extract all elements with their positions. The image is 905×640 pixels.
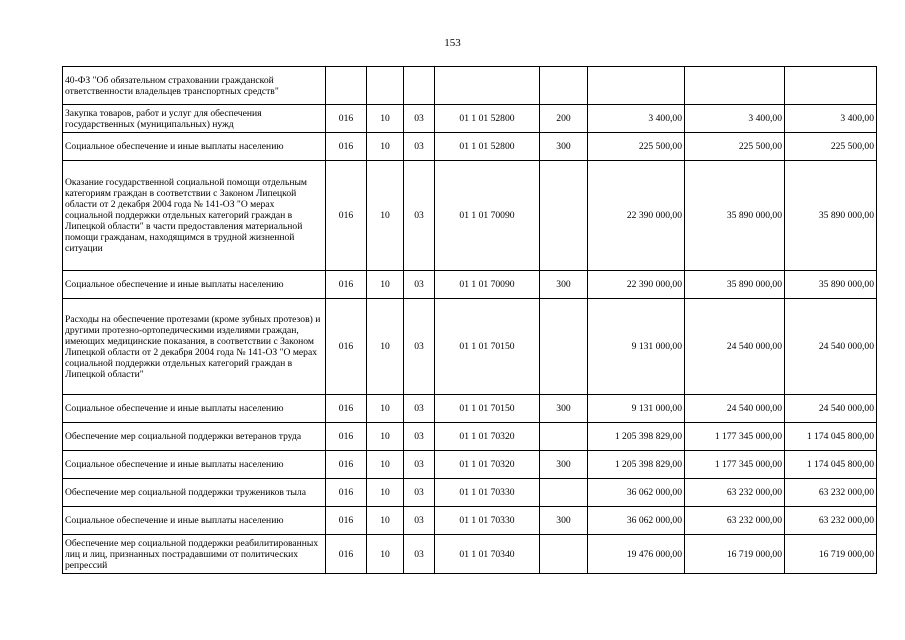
row-name-cell: 40-ФЗ "Об обязательном страховании гражданской ответственности владельцев транспортных средств" [63,67,326,105]
expense-type-cell [540,299,588,395]
amount-year3-cell: 3 400,00 [785,105,877,133]
amount-year2-cell: 63 232 000,00 [685,507,785,535]
expense-type-cell: 200 [540,105,588,133]
section-code-cell: 10 [367,451,404,479]
amount-year1-cell: 9 131 000,00 [588,395,685,423]
section-code-cell: 10 [367,299,404,395]
subsection-code-cell: 03 [404,299,435,395]
section-code-cell: 10 [367,105,404,133]
budget-table [62,66,877,574]
section-code-cell [367,67,404,105]
row-name-cell: Оказание государственной социальной помощи отдельным категориям граждан в соответствии с Законом Липецкой области от 2 декабря 2004 года № 141-ОЗ "О мерах социальной поддержки отдельных категорий граждан в Липецкой области" в части предоставления материальной помощи гражданам, находящимся в трудной жизненной ситуации [63,161,326,271]
admin-code-cell: 016 [326,161,367,271]
amount-year3-cell: 63 232 000,00 [785,507,877,535]
row-name-cell: Социальное обеспечение и иные выплаты населению [63,133,326,161]
amount-year3-cell: 225 500,00 [785,133,877,161]
amount-year3-cell: 1 174 045 800,00 [785,423,877,451]
amount-year2-cell: 1 177 345 000,00 [685,451,785,479]
amount-year1-cell: 36 062 000,00 [588,479,685,507]
table-row [63,395,877,423]
admin-code-cell: 016 [326,451,367,479]
row-name-cell: Социальное обеспечение и иные выплаты населению [63,395,326,423]
amount-year2-cell: 1 177 345 000,00 [685,423,785,451]
amount-year2-cell: 35 890 000,00 [685,161,785,271]
section-code-cell: 10 [367,507,404,535]
table-row [63,479,877,507]
amount-year1-cell: 225 500,00 [588,133,685,161]
table-row [63,67,877,105]
section-code-cell: 10 [367,133,404,161]
subsection-code-cell: 03 [404,535,435,574]
amount-year2-cell: 225 500,00 [685,133,785,161]
subsection-code-cell: 03 [404,479,435,507]
amount-year3-cell: 1 174 045 800,00 [785,451,877,479]
article-code-cell [435,67,540,105]
amount-year1-cell: 3 400,00 [588,105,685,133]
admin-code-cell: 016 [326,423,367,451]
subsection-code-cell: 03 [404,161,435,271]
amount-year2-cell: 24 540 000,00 [685,299,785,395]
article-code-cell: 01 1 01 52800 [435,105,540,133]
amount-year1-cell: 9 131 000,00 [588,299,685,395]
admin-code-cell [326,67,367,105]
amount-year2-cell: 3 400,00 [685,105,785,133]
amount-year3-cell: 24 540 000,00 [785,299,877,395]
subsection-code-cell: 03 [404,451,435,479]
expense-type-cell: 300 [540,451,588,479]
table-row [63,133,877,161]
admin-code-cell: 016 [326,105,367,133]
amount-year3-cell [785,67,877,105]
table-row [63,535,877,574]
article-code-cell: 01 1 01 70340 [435,535,540,574]
amount-year3-cell: 16 719 000,00 [785,535,877,574]
article-code-cell: 01 1 01 70090 [435,271,540,299]
section-code-cell: 10 [367,271,404,299]
subsection-code-cell: 03 [404,271,435,299]
amount-year3-cell: 35 890 000,00 [785,161,877,271]
row-name-cell: Расходы на обеспечение протезами (кроме зубных протезов) и другими протезно-ортопедическими изделиями граждан, имеющих медицинские показания, в соответствии с Законом Липецкой области от 2 декабря 2004 года № 141-ОЗ "О мерах социальной поддержки отдельных категорий граждан в Липецкой области" [63,299,326,395]
admin-code-cell: 016 [326,133,367,161]
amount-year1-cell: 22 390 000,00 [588,271,685,299]
budget-table-body [63,67,877,574]
amount-year1-cell: 22 390 000,00 [588,161,685,271]
amount-year3-cell: 24 540 000,00 [785,395,877,423]
admin-code-cell: 016 [326,507,367,535]
section-code-cell: 10 [367,161,404,271]
expense-type-cell [540,423,588,451]
expense-type-cell: 300 [540,395,588,423]
section-code-cell: 10 [367,395,404,423]
amount-year3-cell: 63 232 000,00 [785,479,877,507]
amount-year2-cell: 16 719 000,00 [685,535,785,574]
amount-year1-cell [588,67,685,105]
subsection-code-cell: 03 [404,423,435,451]
expense-type-cell: 300 [540,271,588,299]
subsection-code-cell: 03 [404,133,435,161]
amount-year2-cell: 63 232 000,00 [685,479,785,507]
amount-year2-cell: 35 890 000,00 [685,271,785,299]
table-row [63,423,877,451]
article-code-cell: 01 1 01 70320 [435,423,540,451]
article-code-cell: 01 1 01 70320 [435,451,540,479]
row-name-cell: Социальное обеспечение и иные выплаты населению [63,507,326,535]
expense-type-cell [540,535,588,574]
row-name-cell: Обеспечение мер социальной поддержки реабилитированных лиц и лиц, признанных пострадавшими от политических репрессий [63,535,326,574]
article-code-cell: 01 1 01 70150 [435,299,540,395]
table-row [63,507,877,535]
table-row [63,271,877,299]
admin-code-cell: 016 [326,535,367,574]
article-code-cell: 01 1 01 70090 [435,161,540,271]
amount-year3-cell: 35 890 000,00 [785,271,877,299]
amount-year1-cell: 36 062 000,00 [588,507,685,535]
section-code-cell: 10 [367,479,404,507]
section-code-cell: 10 [367,423,404,451]
article-code-cell: 01 1 01 70330 [435,507,540,535]
row-name-cell: Закупка товаров, работ и услуг для обеспечения государственных (муниципальных) нужд [63,105,326,133]
table-row [63,451,877,479]
article-code-cell: 01 1 01 70330 [435,479,540,507]
amount-year1-cell: 1 205 398 829,00 [588,423,685,451]
expense-type-cell: 300 [540,507,588,535]
subsection-code-cell: 03 [404,395,435,423]
admin-code-cell: 016 [326,271,367,299]
table-row [63,161,877,271]
expense-type-cell [540,67,588,105]
admin-code-cell: 016 [326,299,367,395]
expense-type-cell: 300 [540,133,588,161]
article-code-cell: 01 1 01 52800 [435,133,540,161]
page-number: 153 [444,37,461,49]
admin-code-cell: 016 [326,395,367,423]
row-name-cell: Обеспечение мер социальной поддержки ветеранов труда [63,423,326,451]
expense-type-cell [540,479,588,507]
row-name-cell: Социальное обеспечение и иные выплаты населению [63,451,326,479]
amount-year2-cell: 24 540 000,00 [685,395,785,423]
expense-type-cell [540,161,588,271]
table-row [63,105,877,133]
table-row [63,299,877,395]
admin-code-cell: 016 [326,479,367,507]
amount-year2-cell [685,67,785,105]
amount-year1-cell: 1 205 398 829,00 [588,451,685,479]
section-code-cell: 10 [367,535,404,574]
row-name-cell: Обеспечение мер социальной поддержки тружеников тыла [63,479,326,507]
subsection-code-cell: 03 [404,507,435,535]
subsection-code-cell: 03 [404,105,435,133]
article-code-cell: 01 1 01 70150 [435,395,540,423]
subsection-code-cell [404,67,435,105]
row-name-cell: Социальное обеспечение и иные выплаты населению [63,271,326,299]
amount-year1-cell: 19 476 000,00 [588,535,685,574]
